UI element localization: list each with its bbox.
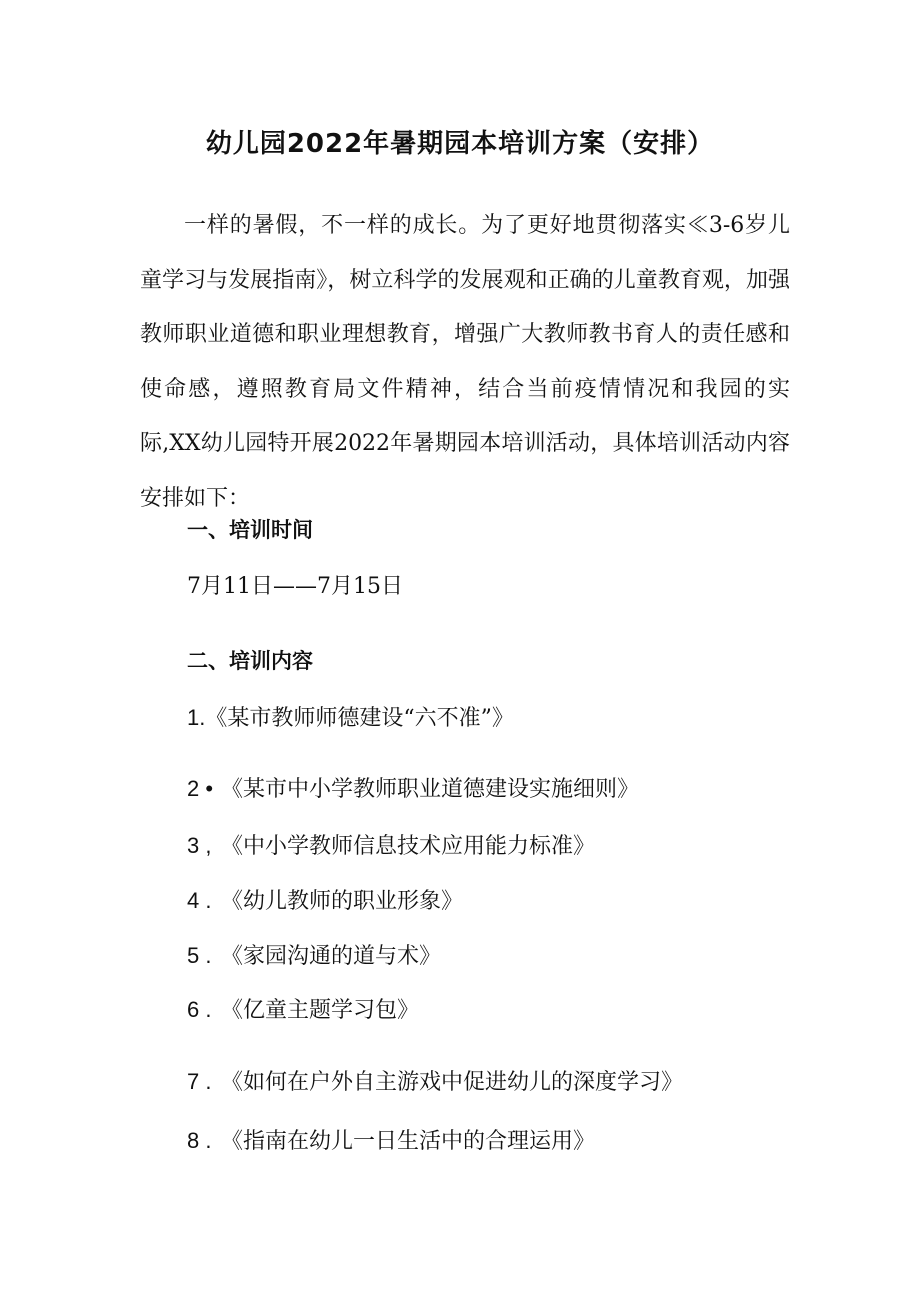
list-item-marker: 1. (187, 705, 206, 730)
list-item-text: 《幼儿教师的职业形象》 (221, 889, 464, 914)
list-item (187, 884, 463, 919)
list-item-marker: 7 . (187, 1069, 212, 1094)
list-item-marker: 2 • (187, 776, 214, 801)
list-item (187, 1124, 595, 1159)
list-item (187, 829, 595, 864)
list-item-text: 《某市中小学教师职业道德建设实施细则》 (221, 777, 640, 802)
document-title: 幼儿园2022年暑期园本培训方案（安排） (205, 129, 715, 159)
list-item-text: 《如何在户外自主游戏中促进幼儿的深度学习》 (221, 1070, 684, 1095)
list-item (187, 772, 639, 807)
list-item-text: 《家园沟通的道与术》 (221, 944, 442, 969)
list-item-marker: 8 . (187, 1128, 212, 1153)
list-item-text: 《指南在幼儿一日生活中的合理运用》 (221, 1129, 596, 1154)
list-item (187, 701, 514, 736)
list-item (187, 993, 419, 1028)
intro-paragraph: 一样的暑假，不一样的成长。为了更好地贯彻落实≪3-6岁儿童学习与发展指南》，树立科学的发展观和正确的儿童教育观，加强教师职业道德和职业理想教育，增强广大教师教书育人的责任感和使命感，遵照教育局文件精神，结合当前疫情情况和我园的实际,XX幼儿园特开展2022年暑期园本培训活动，具体培训活动内容安排如下： (140, 213, 790, 511)
list-item-marker: 4 . (187, 888, 212, 913)
list-item (187, 939, 441, 974)
list-item (187, 1065, 683, 1100)
list-item-text: 《中小学教师信息技术应用能力标准》 (221, 834, 596, 859)
list-item-text: 《某市教师师德建设“六不准”》 (205, 706, 514, 731)
list-item-marker: 6 . (187, 997, 212, 1022)
list-item-text: 《亿童主题学习包》 (221, 998, 420, 1023)
list-item-marker: 5 . (187, 943, 212, 968)
section-heading-training-content: 二、培训内容 (187, 649, 313, 673)
list-item-marker: 3 , (187, 833, 212, 858)
section-heading-training-time: 一、培训时间 (187, 518, 313, 542)
training-time-text: 7月11日——7月15日 (187, 574, 403, 599)
